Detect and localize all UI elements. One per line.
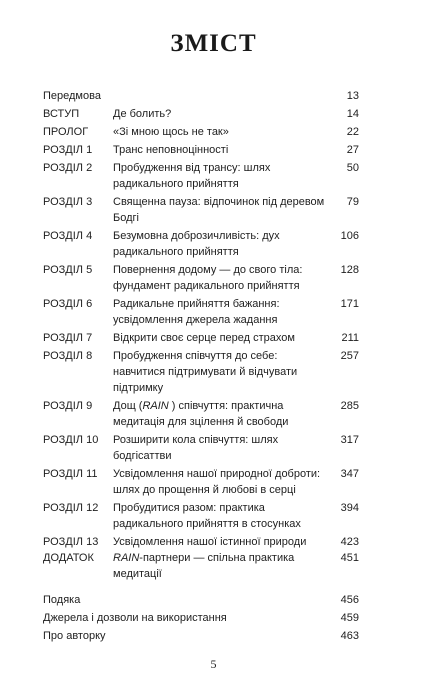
toc-entry-title: Усвідомлення нашої природної доброти: шлях до прощення й любові в серці (113, 468, 321, 496)
toc-entry-page: 13 (346, 90, 359, 102)
toc-entry-page: 106 (340, 230, 359, 242)
toc-title-text: ) співчуття: практична медитація для зцілення й свободи (113, 400, 289, 428)
toc-title-italic: RAIN (113, 552, 140, 564)
toc-entry-title: Пробудження від трансу: шлях радикального прийняття (113, 162, 271, 190)
toc-entry-page: 14 (346, 108, 359, 120)
toc-entry-label: РОЗДІЛ 8 (43, 350, 93, 362)
toc-entry (43, 610, 359, 626)
toc-entry-page: 347 (340, 468, 359, 480)
toc-entry-page: 394 (340, 502, 359, 514)
table-of-contents (43, 88, 359, 644)
page-title: ЗМІСТ (170, 30, 257, 57)
toc-entry-label: РОЗДІЛ 3 (43, 196, 93, 208)
toc-entry (43, 160, 359, 192)
toc-entry (43, 296, 359, 328)
toc-entry-page: 451 (340, 552, 359, 564)
toc-title-italic: RAIN (142, 400, 169, 412)
toc-entry-page: 211 (341, 332, 359, 344)
toc-entry (43, 142, 359, 158)
toc-entry-label: РОЗДІЛ 1 (43, 144, 93, 156)
toc-entry-page: 456 (340, 594, 359, 606)
toc-entry-label: ПРОЛОГ (43, 126, 89, 138)
toc-entry-title: Усвідомлення нашої істинної природи (113, 536, 307, 548)
toc-entry-title: Про авторку (43, 630, 106, 642)
toc-entry (43, 534, 359, 550)
toc-entry (43, 628, 359, 644)
toc-entry-page: 459 (340, 612, 359, 624)
toc-entry-page: 22 (346, 126, 359, 138)
toc-entry-title: Радикальне прийняття бажання: усвідомлення джерела жадання (113, 298, 280, 326)
toc-entry-page: 79 (346, 196, 359, 208)
toc-entry (43, 398, 359, 430)
toc-entry-title: Повернення додому — до свого тіла: фундамент радикального прийняття (113, 264, 303, 292)
toc-entry-label: РОЗДІЛ 2 (43, 162, 93, 174)
toc-entry-title (113, 550, 325, 582)
toc-entry (43, 228, 359, 260)
toc-entry (43, 432, 359, 464)
toc-entry-label: РОЗДІЛ 7 (43, 332, 93, 344)
toc-entry-title: «Зі мною щось не так» (113, 126, 229, 138)
toc-entry-label: РОЗДІЛ 5 (43, 264, 93, 276)
toc-entry-page: 463 (340, 630, 359, 642)
toc-entry-page: 27 (346, 144, 359, 156)
toc-entry (43, 348, 359, 396)
toc-title-text: -партнери — спільна практика медитації (113, 552, 295, 580)
toc-entry-title: Пробудження співчуття до себе: навчитися підтримувати й відчувати підтримку (113, 350, 298, 394)
toc-entry-title: Безумовна доброзичливість: дух радикального прийняття (113, 230, 280, 258)
toc-entry-title (113, 398, 325, 430)
toc-entry-title: Пробудитися разом: практика радикального прийняття в стосунках (113, 502, 301, 530)
toc-entry-label: РОЗДІЛ 9 (43, 400, 93, 412)
toc-entry-page: 423 (340, 536, 359, 548)
toc-entry (43, 500, 359, 532)
toc-entry-label: РОЗДІЛ 6 (43, 298, 93, 310)
toc-entry (43, 592, 359, 608)
toc-entry-title: Відкрити своє серце перед страхом (113, 332, 295, 344)
toc-entry-title: Розширити кола співчуття: шлях бодгісаттви (113, 434, 279, 462)
toc-entry-label: ДОДАТОК (43, 552, 94, 564)
page-number: 5 (210, 657, 217, 671)
toc-entry (43, 550, 359, 582)
toc-entry-label: РОЗДІЛ 10 (43, 434, 99, 446)
toc-entry-title: Передмова (43, 90, 101, 102)
toc-entry-title: Джерела і дозволи на використання (43, 612, 227, 624)
toc-entry-label: ВСТУП (43, 108, 80, 120)
toc-entry (43, 194, 359, 226)
toc-entry-label: РОЗДІЛ 11 (43, 468, 98, 480)
toc-entry (43, 124, 359, 140)
toc-entry-page: 50 (346, 162, 359, 174)
toc-entry (43, 330, 359, 346)
toc-entry-label: РОЗДІЛ 13 (43, 536, 99, 548)
toc-entry (43, 262, 359, 294)
toc-entry-title: Священна пауза: відпочинок під деревом Бодгі (113, 196, 325, 224)
toc-entry-title: Транс неповноцінності (113, 144, 229, 156)
toc-entry-title: Де болить? (113, 108, 172, 120)
toc-entry-page: 128 (340, 264, 359, 276)
toc-title-text: Дощ ( (113, 400, 143, 412)
toc-entry-label: РОЗДІЛ 4 (43, 230, 93, 242)
toc-entry-page: 171 (340, 298, 359, 310)
toc-entry (43, 106, 359, 122)
toc-entry-page: 317 (340, 434, 359, 446)
toc-entry (43, 466, 359, 498)
toc-entry-title: Подяка (43, 594, 81, 606)
toc-entry (43, 88, 359, 104)
toc-entry-page: 285 (340, 400, 359, 412)
toc-entry-page: 257 (340, 350, 359, 362)
toc-entry-label: РОЗДІЛ 12 (43, 502, 99, 514)
